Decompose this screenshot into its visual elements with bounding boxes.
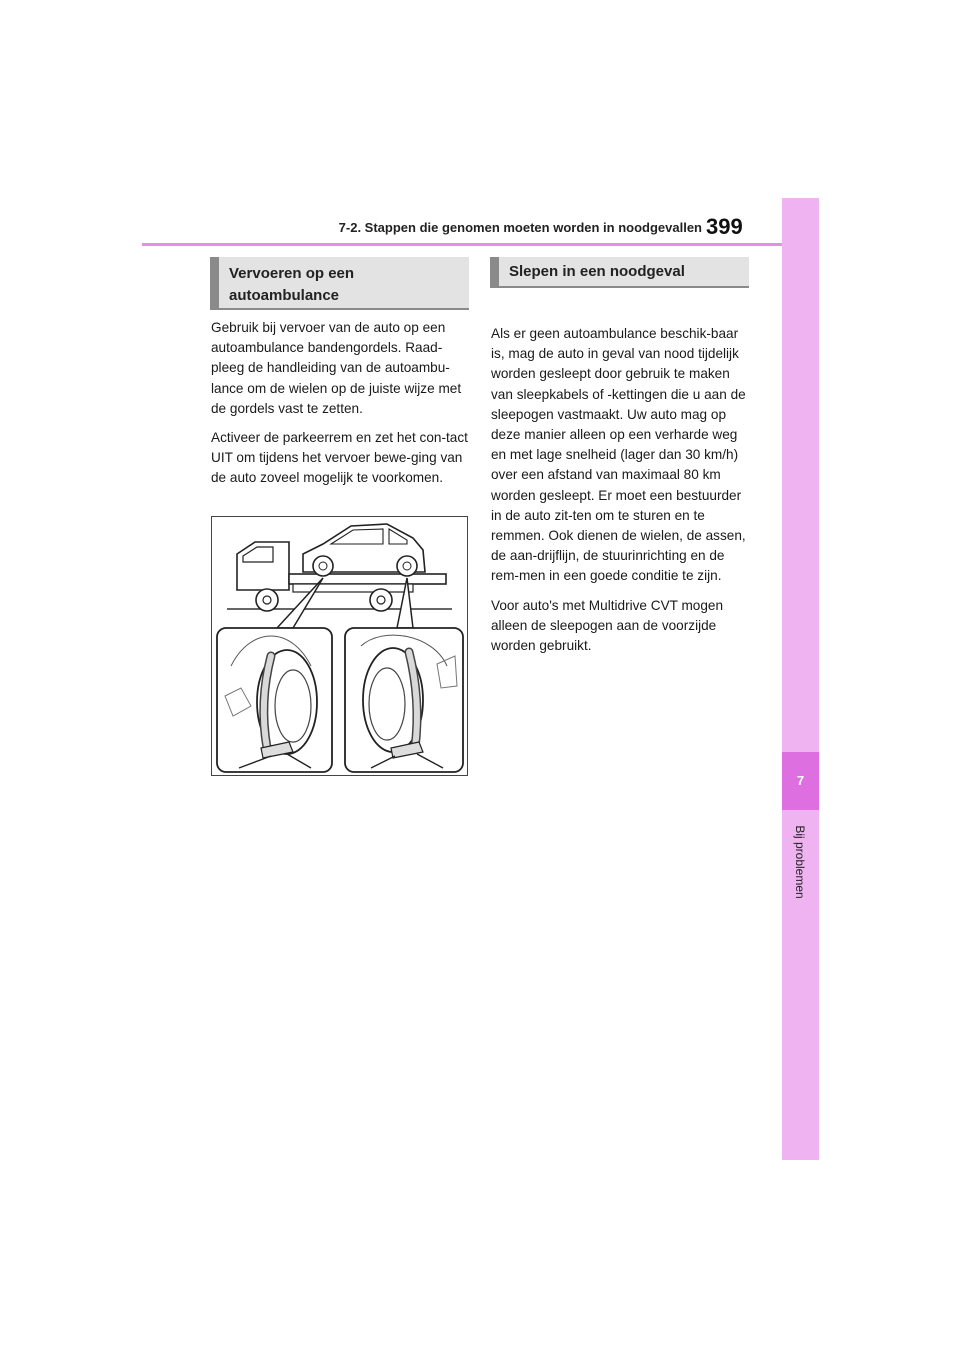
paragraph: Als er geen autoambulance beschik-baar is, mag de auto in geval van nood tijdelijk worden gesleept door gebruik te maken van sleepkabels of -kettingen die u aan de sleepogen vastmaakt. Uw auto mag op deze manier alleen op een verharde weg en met lage snelheid (lager dan 30 km/h) over een afstand van maximaal 80 km worden gesleept. Er moet een bestuurder in de auto zit-ten om te sturen en te remmen. Ook dienen de wielen, de assen, de aan-drijflijn, de stuurinrichting en de rem-men in een goede conditie te zijn. bbox=[491, 326, 746, 584]
paragraph: Gebruik bij vervoer van de auto op een autoambulance bandengordels. Raad-pleeg de handleiding van de autoambu-lance om de wielen op de juiste wijze met de gordels vast te zetten. bbox=[211, 320, 462, 416]
paragraph: Activeer de parkeerrem en zet het con-tact UIT om tijdens het vervoer bewe-ging van de auto zoveel mogelijk te voorkomen. bbox=[211, 430, 468, 486]
towing-body-text bbox=[491, 324, 753, 665]
chapter-side-label: Bij problemen bbox=[793, 825, 807, 899]
tow-truck-illustration bbox=[211, 516, 468, 776]
paragraph: Voor auto's met Multidrive CVT mogen alleen de sleepogen aan de voorzijde worden gebruikt. bbox=[491, 597, 724, 654]
running-header-title: 7-2. Stappen die genomen moeten worden in noodgevallen bbox=[338, 220, 702, 235]
page-number: 399 bbox=[706, 214, 743, 239]
truck-cab bbox=[237, 542, 289, 590]
flatbed bbox=[289, 574, 446, 584]
header-rule bbox=[142, 243, 782, 246]
section-heading-line-1: Vervoeren op een bbox=[229, 265, 355, 282]
chapter-number-badge: 7 bbox=[782, 752, 819, 810]
section-heading-line-2: autoambulance bbox=[229, 287, 340, 304]
chapter-side-tab bbox=[782, 198, 819, 1160]
section-heading-transport bbox=[210, 257, 469, 310]
transport-body-text bbox=[211, 318, 473, 498]
section-heading-towing: Slepen in een noodgeval bbox=[490, 257, 749, 288]
